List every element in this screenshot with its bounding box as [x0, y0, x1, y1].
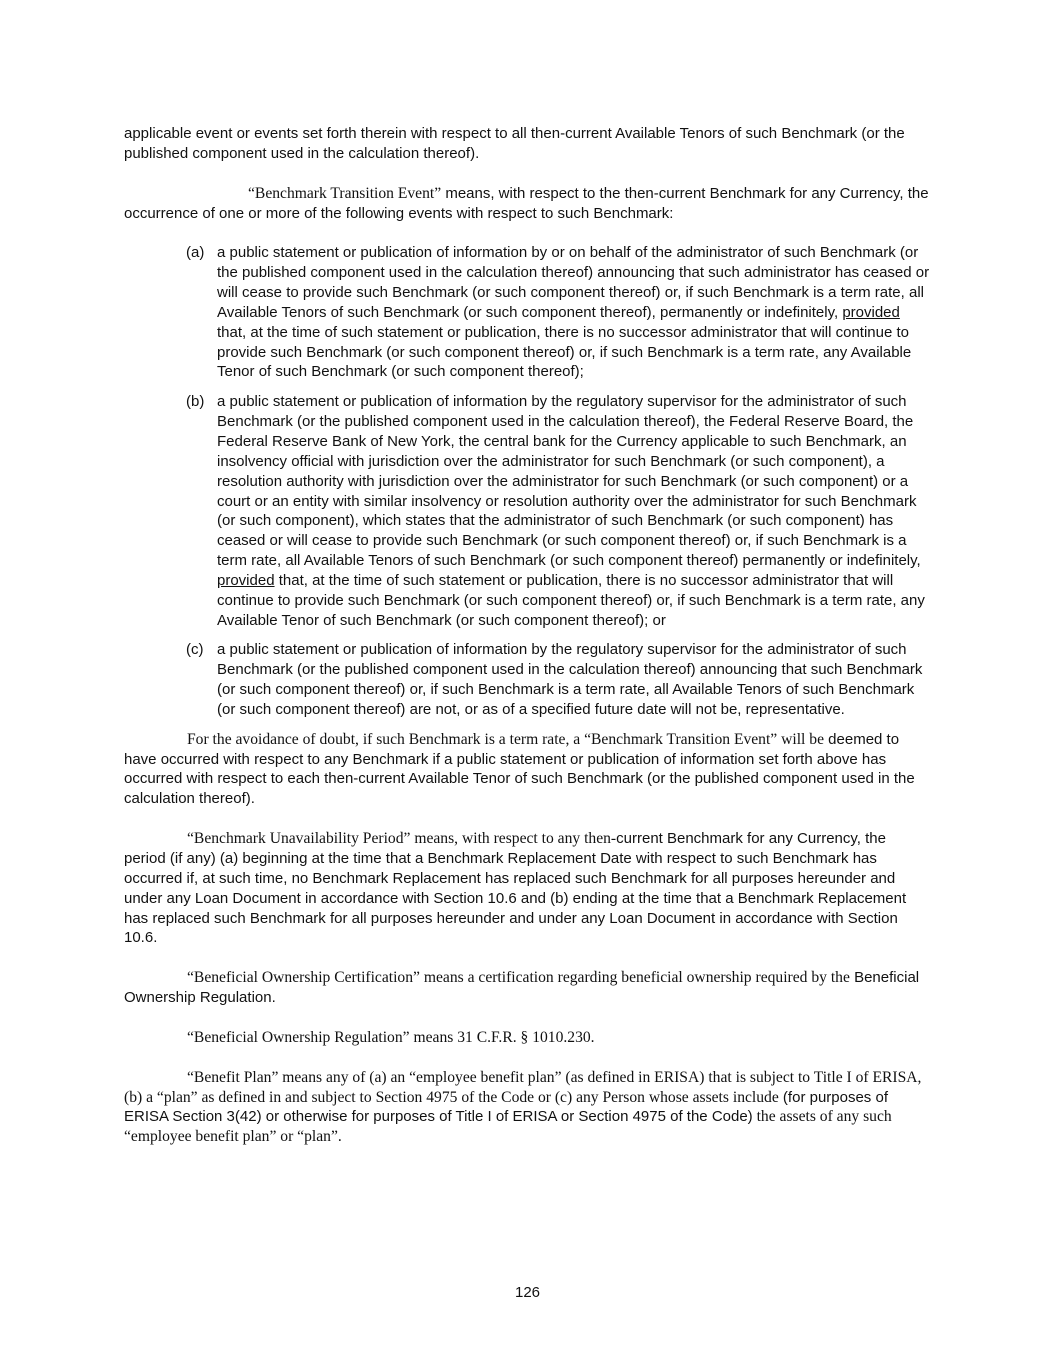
paragraph-text-serif: “Benefit Plan” means any of (a) an “employee benefit plan” (as defined in ERISA) that is subject to Title I of ERISA, (b) a “plan” as defined in and subject to Section 4975 of the Code or (c) any Person whose assets include — [124, 1068, 922, 1106]
item-text: a public statement or publication of information by the regulatory supervisor for the administrator of such Benchmark (or the published component used in the calculation thereof), the Federal Reserve Board, the Federal Reserve Bank of New York, the central bank for the Currency applicable to such Benchmark, an insolvency official with jurisdiction over the administrator for such Benchmark (or such component), a resolution authority with jurisdiction over the administrator for such Benchmark (or such component) or a court or an entity with similar insolvency or resolution authority over the administrator for such Benchmark (or such component), which states that the administrator of such Benchmark (or such component) has ceased or will cease to provide such Benchmark (or such component thereof) or, if such Benchmark is a term rate, all Available Tenors of such Benchmark (or such component thereof) permanently or indefinitely, — [217, 393, 921, 570]
item-label: (c) — [186, 641, 204, 659]
item-label: (b) — [186, 393, 205, 411]
definition-beneficial-ownership-certification — [124, 968, 930, 1008]
definition-beneficial-ownership-regulation — [124, 1028, 930, 1048]
item-text: a public statement or publication of information by the regulatory supervisor for the administrator of such Benchmark (or the published component used in the calculation thereof) announcing that such Benchmark (or such component thereof) or, if such Benchmark is a term rate, all Available Tenors of such Benchmark (or such component thereof) are not, or as of a specified future date will not be, representative. — [217, 641, 923, 718]
page-number: 126 — [514, 1284, 541, 1301]
paragraph-text-serif: “Beneficial Ownership Regulation” means 31 C.F.R. § 1010.230. — [187, 1028, 595, 1046]
item-label: (a) — [186, 244, 205, 262]
paragraph-continuation: applicable event or events set forth therein with respect to all then-current Available Tenors of such Benchmark (or the published component used in the calculation thereof). — [124, 125, 905, 162]
event-list — [186, 243, 930, 719]
underlined-term: provided — [217, 571, 275, 589]
paragraph-text: (for purposes of ERISA Section 3(42) or otherwise for purposes of Title I of ERISA or Section 4975 of the Code) — [124, 1088, 888, 1126]
document-page — [124, 124, 930, 1147]
paragraph-avoidance-of-doubt — [124, 730, 930, 809]
definition-benchmark-unavailability-period — [124, 829, 930, 948]
list-item-b — [186, 392, 930, 630]
item-text-continued: that, at the time of such statement or publication, there is no successor administrator that will continue to provide such Benchmark (or such component thereof) or, if such Benchmark is a term rate, any Available Tenor of such Benchmark (or such component thereof); or — [217, 571, 925, 629]
paragraph-text-serif: “Beneficial Ownership Certification” means a certification regarding beneficial ownership required by the — [187, 969, 850, 987]
definition-benefit-plan — [124, 1068, 930, 1147]
paragraph-text-serif: For the avoidance of doubt, if such Benchmark is a term rate, a “Benchmark Transition Event” will be — [187, 730, 825, 748]
defined-term: “Benchmark Transition Event” — [248, 184, 442, 202]
paragraph-text: deemed to have occurred with respect to any Benchmark if a public statement or publication of information set forth above has occurred with respect to each then-current Available Tenor of such Benchmark (or the published component used in the calculation thereof). — [124, 730, 915, 808]
list-item-a — [186, 243, 930, 382]
definition-text: means, with respect to the then-current Benchmark for any Currency, the occurrence of one or more of the following events with respect to such Benchmark: — [124, 184, 929, 222]
paragraph-text-serif-end: the assets of any such “employee benefit plan” or “plan”. — [124, 1108, 892, 1146]
paragraph-text: Beneficial Ownership Regulation. — [124, 969, 920, 1007]
item-text: a public statement or publication of information by or on behalf of the administrator of such Benchmark (or the published component used in the calculation thereof) announcing that such administrator has ceased or will cease to provide such Benchmark (or such component thereof) or, if such Benchmark is a term rate, all Available Tenors of such Benchmark (or such component thereof), permanently or indefinitely, — [217, 244, 930, 321]
underlined-term: provided — [842, 303, 900, 321]
paragraph-text: current Benchmark for any Currency, the period (if any) (a) beginning at the time that a Benchmark Replacement Date with respect to such Benchmark has occurred if, at such time, no Benchmark Replacement has replaced such Benchmark for all purposes hereunder and under any Loan Document in accordance with Section 10.6 and (b) ending at the time that a Benchmark Replacement has replaced such Benchmark for all purposes hereunder and under any Loan Document in accordance with Section 10.6. — [124, 830, 907, 947]
list-item-c — [186, 640, 930, 719]
definition-benchmark-transition-event — [124, 184, 930, 224]
paragraph-text-serif: “Benchmark Unavailability Period” means, with respect to any then- — [187, 830, 617, 848]
item-text-continued: that, at the time of such statement or publication, there is no successor administrator that will continue to provide such Benchmark (or such component thereof) or, if such Benchmark is a term rate, any Available Tenor of such Benchmark (or such component thereof); — [217, 323, 912, 381]
